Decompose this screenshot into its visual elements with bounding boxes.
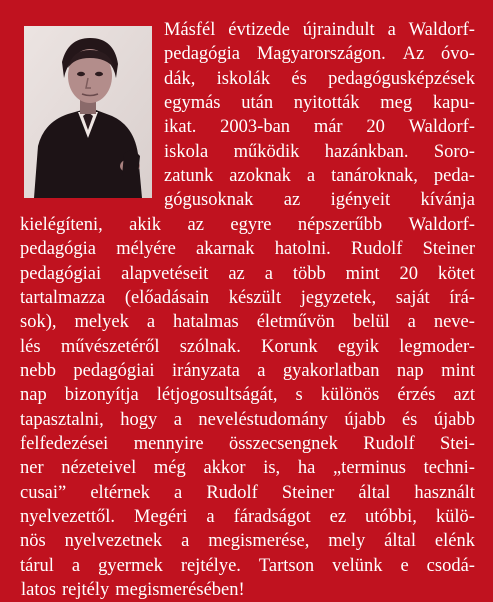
text-word: Waldorf- bbox=[408, 20, 475, 40]
text-line bbox=[164, 67, 475, 91]
text-word: pedagógusképzések bbox=[328, 68, 475, 89]
text-word: Az bbox=[402, 44, 425, 65]
text-word: az bbox=[283, 190, 301, 211]
text-word: saját bbox=[395, 287, 430, 308]
text-word: a bbox=[181, 531, 190, 552]
text-word: e bbox=[400, 555, 409, 576]
text-word: eltérnek bbox=[90, 482, 150, 503]
text-word: akarnak bbox=[196, 239, 255, 260]
text-word: mélyére bbox=[116, 239, 176, 260]
text-word: több bbox=[292, 263, 326, 284]
text-word: a bbox=[257, 360, 266, 381]
text-word: hogy bbox=[120, 409, 158, 430]
text-word: 20 bbox=[366, 117, 385, 138]
text-line bbox=[20, 383, 475, 407]
text-line bbox=[20, 359, 475, 383]
text-line bbox=[20, 432, 475, 456]
author-portrait bbox=[24, 26, 152, 198]
text-word: legmoder- bbox=[399, 336, 475, 357]
text-line bbox=[20, 456, 475, 480]
text-word: már bbox=[313, 117, 343, 138]
text-word: s bbox=[295, 385, 303, 406]
text-word: létjogosultságát, bbox=[156, 385, 278, 406]
text-line bbox=[20, 213, 475, 237]
text-word: nös bbox=[20, 531, 46, 552]
text-word: ner bbox=[20, 458, 44, 479]
text-word: mely bbox=[328, 531, 366, 552]
text-line bbox=[20, 408, 475, 432]
text-word: mint bbox=[345, 263, 380, 284]
text-word: azt bbox=[453, 385, 475, 406]
text-word: nap bbox=[20, 385, 47, 406]
text-line bbox=[164, 188, 475, 212]
text-word: pedagógia bbox=[164, 44, 241, 65]
text-word: után bbox=[241, 93, 274, 114]
text-line bbox=[164, 164, 475, 188]
text-word: nyelvezettől. bbox=[20, 507, 116, 527]
text-word: Korunk bbox=[261, 336, 318, 357]
text-word: és bbox=[291, 68, 307, 89]
text-word: melyek bbox=[74, 312, 129, 333]
text-word: neveléstudomány bbox=[198, 409, 328, 430]
text-word: szólnak. bbox=[179, 336, 241, 357]
text-word: techni- bbox=[423, 458, 475, 479]
text-word: a bbox=[306, 166, 316, 187]
text-word: működik bbox=[233, 141, 300, 162]
text-line bbox=[164, 115, 475, 139]
text-word: iskola bbox=[164, 141, 209, 162]
text-word: bizonyítja bbox=[64, 385, 139, 406]
text-word: ha bbox=[297, 458, 316, 479]
text-word: gógusoknak bbox=[164, 190, 254, 211]
text-word: akkor bbox=[203, 458, 246, 479]
text-word: Steiner bbox=[281, 482, 335, 503]
text-word: az bbox=[187, 214, 204, 235]
text-word: elénk bbox=[434, 531, 475, 552]
text-word: felfedezései bbox=[20, 433, 109, 454]
text-word: összecsengnek bbox=[228, 433, 338, 454]
text-word: 20 bbox=[399, 263, 418, 284]
text-word: lés bbox=[20, 336, 41, 357]
text-word: mint bbox=[441, 360, 475, 381]
text-word: és bbox=[401, 409, 418, 430]
text-word: hazánkban. bbox=[324, 141, 409, 162]
text-word: Rudolf bbox=[363, 433, 415, 454]
text-word: egyre bbox=[230, 214, 272, 235]
text-word: Soro- bbox=[433, 141, 475, 162]
text-line bbox=[164, 42, 475, 66]
text-word: évtizede bbox=[228, 20, 290, 40]
text-word: 2003-ban bbox=[220, 117, 291, 138]
text-word: különös bbox=[320, 385, 380, 406]
text-word: a bbox=[71, 555, 81, 576]
portrait-photo bbox=[24, 26, 152, 198]
text-word: nyelvezetnek bbox=[64, 531, 163, 552]
text-word: tartalmazza bbox=[20, 287, 106, 308]
text-word: utóbbi, bbox=[365, 507, 417, 527]
text-line bbox=[20, 237, 475, 261]
text-word: óvo- bbox=[441, 44, 475, 65]
text-word: megismerése, bbox=[208, 531, 310, 552]
text-line bbox=[164, 91, 475, 115]
text-word: Waldorf- bbox=[408, 214, 475, 235]
text-word: jegyzetek, bbox=[300, 287, 377, 308]
text-word: is, bbox=[263, 458, 281, 479]
text-word: kielégíteni, bbox=[20, 214, 103, 235]
text-word: által bbox=[384, 531, 417, 552]
text-word: újabb bbox=[433, 409, 475, 430]
text-word: nyitották bbox=[293, 93, 360, 114]
text-word: rejtély bbox=[61, 580, 110, 601]
text-word: pedagógia bbox=[20, 239, 97, 260]
text-word: hatalmas bbox=[172, 312, 239, 333]
text-word: csodá- bbox=[426, 555, 475, 576]
text-word: használt bbox=[414, 482, 475, 503]
text-word: sok), bbox=[20, 312, 57, 333]
text-word: gyakorlatban bbox=[282, 360, 380, 381]
text-word: peda- bbox=[433, 166, 475, 187]
text-word: Waldorf- bbox=[408, 117, 475, 138]
text-word: „terminus bbox=[332, 458, 406, 479]
text-word: a bbox=[387, 20, 396, 40]
text-word: belül bbox=[352, 312, 390, 333]
text-word: velünk bbox=[332, 555, 383, 576]
text-line bbox=[20, 481, 475, 505]
text-line bbox=[164, 140, 475, 164]
text-word: akik bbox=[129, 214, 162, 235]
text-word: alapvetéseit bbox=[121, 263, 209, 284]
text-word: ez bbox=[329, 507, 347, 527]
text-word: tanároknak, bbox=[331, 166, 418, 187]
text-word: zatunk bbox=[164, 166, 214, 187]
text-word: a bbox=[146, 312, 156, 333]
text-word: Rudolf bbox=[206, 482, 258, 503]
text-word: mennyire bbox=[133, 433, 204, 454]
text-word: külö- bbox=[435, 507, 475, 527]
text-line bbox=[20, 529, 475, 553]
text-word: a bbox=[206, 507, 215, 527]
text-word: hatolni. bbox=[274, 239, 331, 260]
text-word: Másfél bbox=[164, 20, 216, 40]
text-word: tapasztalni, bbox=[20, 409, 104, 430]
text-line bbox=[20, 505, 475, 529]
text-word: dák, bbox=[164, 68, 196, 89]
text-word: igényeit bbox=[330, 190, 391, 211]
text-line bbox=[20, 554, 475, 578]
text-word: cusai” bbox=[20, 482, 67, 503]
text-word: Magyarországon. bbox=[256, 44, 386, 65]
text-word: nézeteivel bbox=[61, 458, 137, 479]
text-word: kívánja bbox=[420, 190, 475, 211]
text-word: kapu- bbox=[432, 93, 475, 114]
text-word: irányzata bbox=[172, 360, 240, 381]
text-word: érzés bbox=[397, 385, 436, 406]
text-word: Tartson bbox=[258, 555, 315, 576]
text-word: által bbox=[358, 482, 391, 503]
text-word: újraindult bbox=[302, 20, 375, 40]
text-word: pedagógiai bbox=[20, 263, 102, 284]
text-word: művészetéről bbox=[60, 336, 160, 357]
text-line bbox=[20, 310, 475, 334]
text-word: meg bbox=[380, 93, 413, 114]
text-word: még bbox=[153, 458, 186, 479]
text-word: Stei- bbox=[440, 433, 475, 454]
text-line bbox=[20, 262, 475, 286]
text-word: a bbox=[264, 263, 273, 284]
text-word: fáradságot bbox=[233, 507, 311, 527]
text-word: tárul bbox=[20, 555, 54, 576]
text-word: neve- bbox=[433, 312, 475, 333]
text-word: életművön bbox=[256, 312, 335, 333]
text-word: latos bbox=[21, 580, 56, 601]
text-word: pedagógiai bbox=[73, 360, 155, 381]
text-word: iskolák bbox=[216, 68, 271, 89]
text-word: ikat. bbox=[164, 117, 197, 138]
text-word: a bbox=[407, 312, 416, 333]
text-word: egyik bbox=[337, 336, 380, 357]
text-word: készült bbox=[228, 287, 282, 308]
text-word: megismerésében! bbox=[115, 580, 245, 601]
text-word: nap bbox=[396, 360, 424, 381]
text-word: a bbox=[173, 409, 182, 430]
text-word: (előadásain bbox=[124, 287, 210, 308]
text-word: egymás bbox=[164, 93, 221, 114]
text-word: újabb bbox=[344, 409, 386, 430]
text-word: rejtélye. bbox=[180, 555, 241, 576]
text-word: kötet bbox=[437, 263, 475, 284]
text-word: a bbox=[174, 482, 183, 503]
text-word: Steiner bbox=[422, 239, 475, 260]
text-word: írá- bbox=[449, 287, 475, 308]
text-line bbox=[20, 335, 475, 359]
text-word: népszerűbb bbox=[297, 214, 383, 235]
text-line bbox=[164, 18, 475, 42]
text-word: Megéri bbox=[134, 507, 188, 527]
text-word: gyermek bbox=[98, 555, 163, 576]
text-word: Rudolf bbox=[350, 239, 403, 260]
text-word: az bbox=[228, 263, 245, 284]
text-word: azoknak bbox=[229, 166, 291, 187]
text-line bbox=[21, 578, 476, 602]
text-word: nebb bbox=[20, 360, 56, 381]
text-line bbox=[20, 286, 475, 310]
